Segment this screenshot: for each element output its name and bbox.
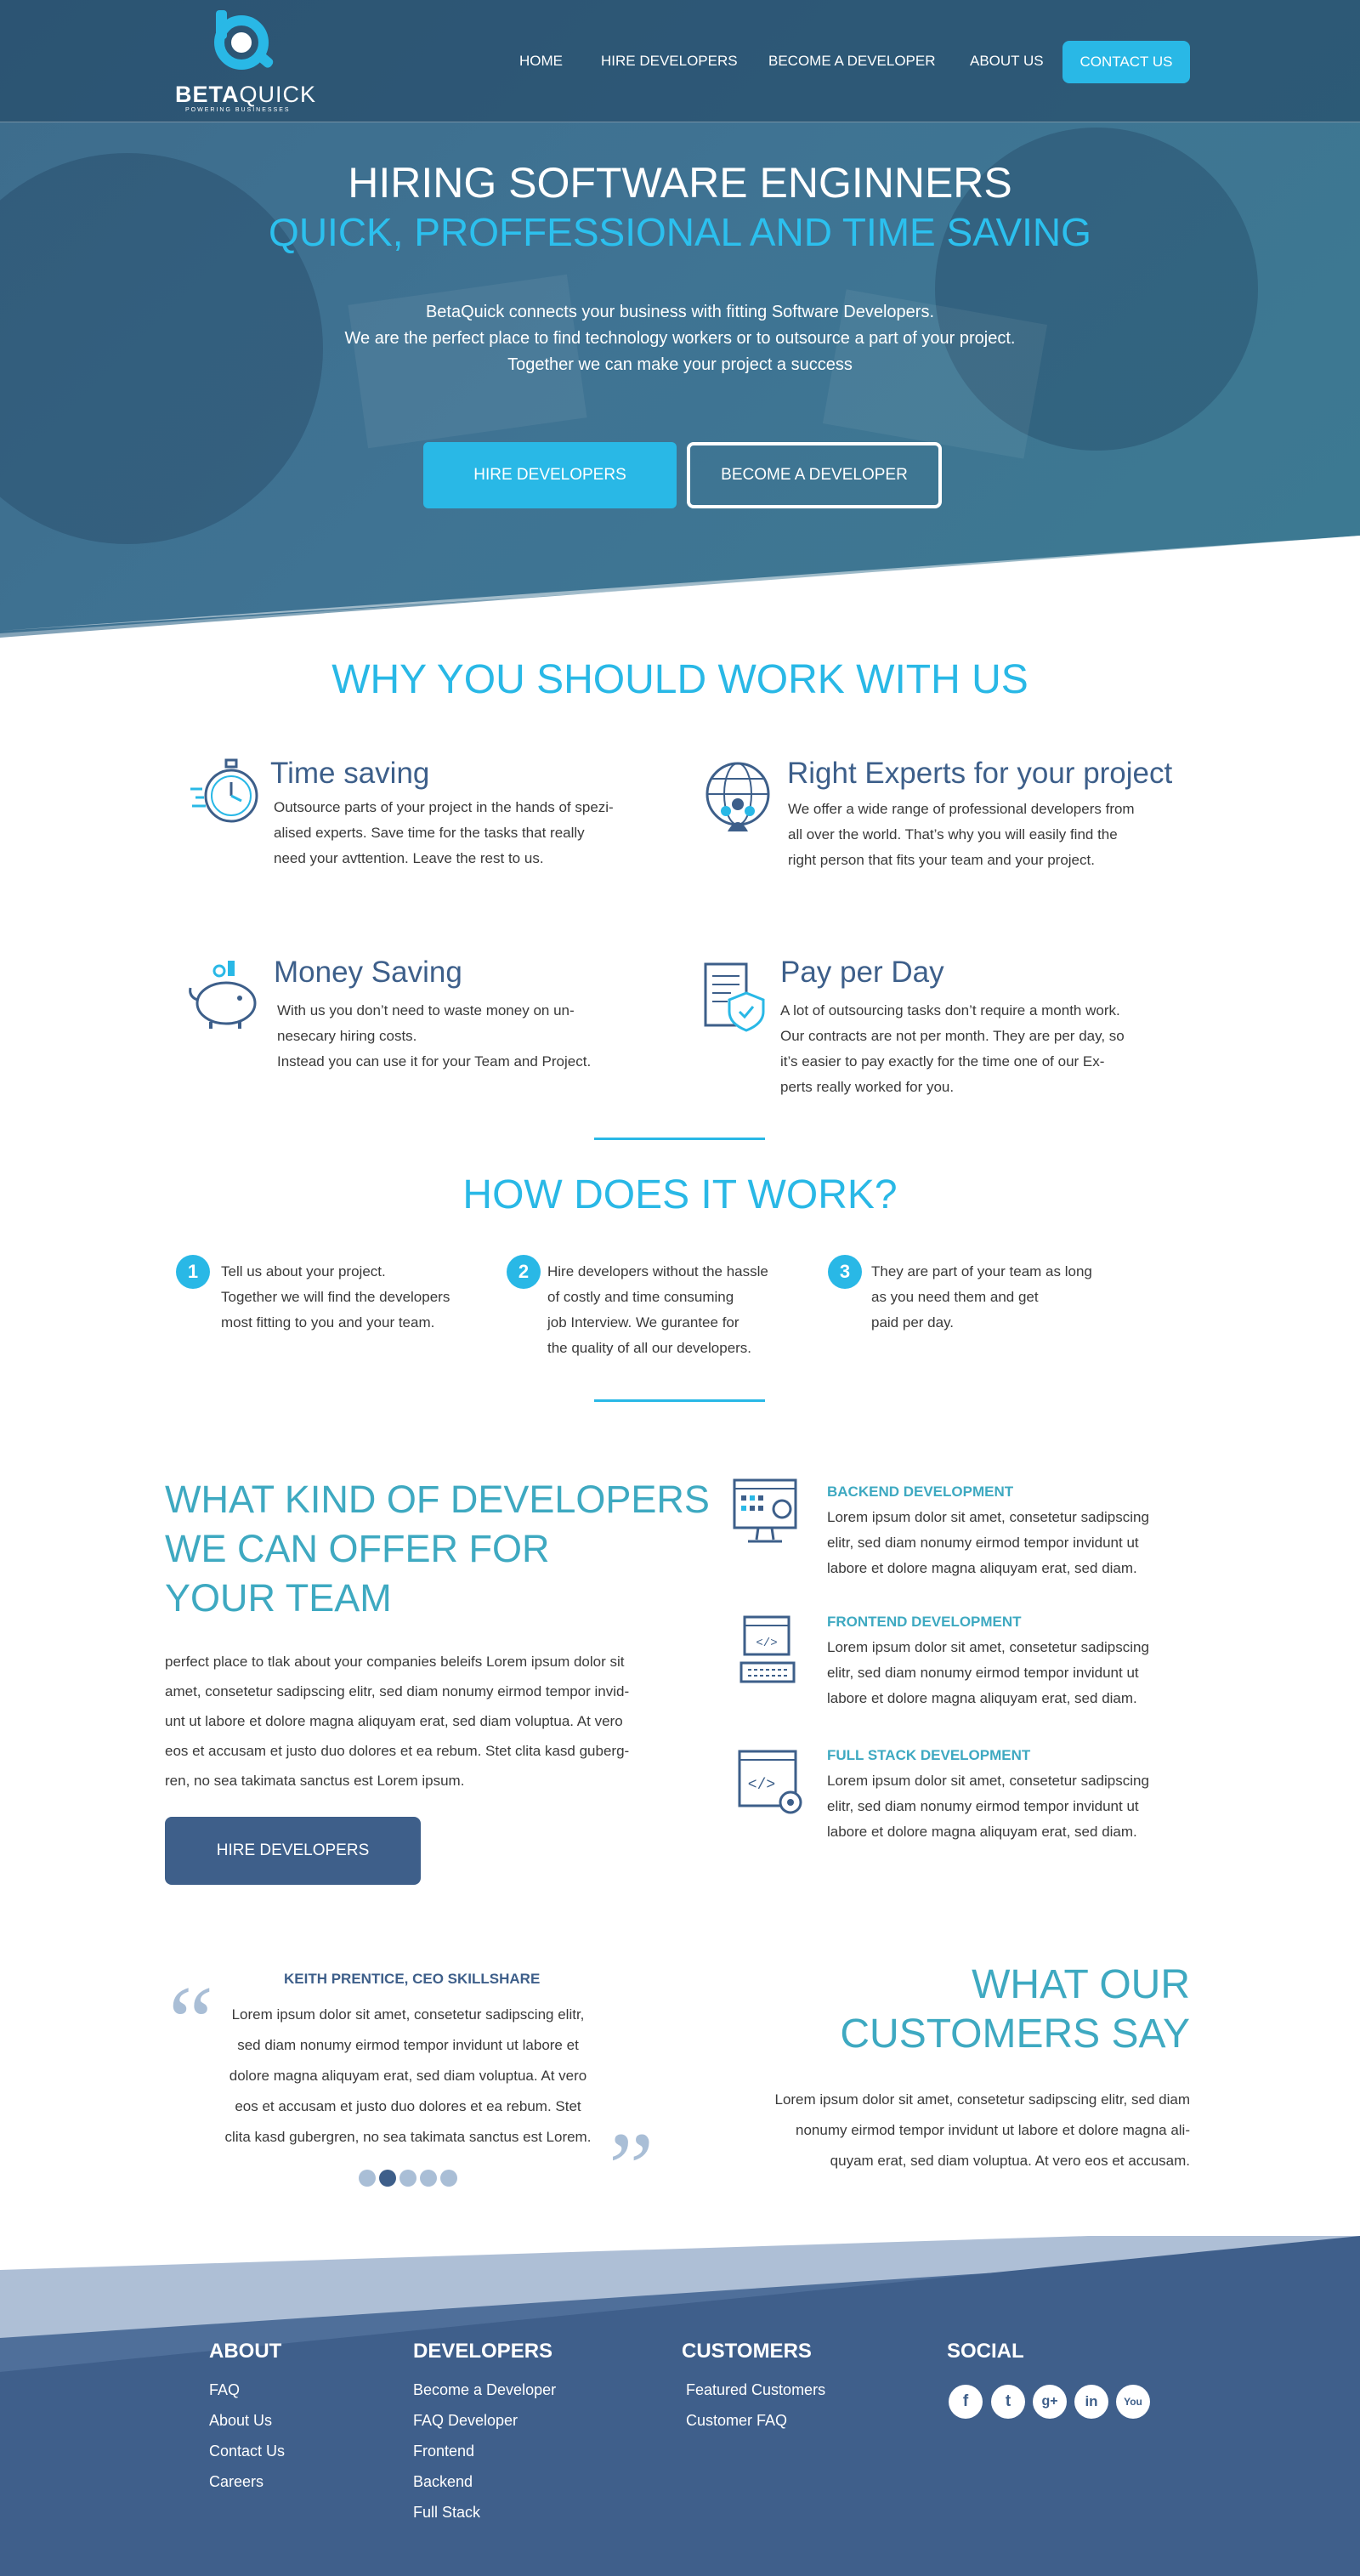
contract-shield-icon bbox=[702, 961, 767, 1032]
step-text-line: paid per day. bbox=[871, 1314, 955, 1331]
youtube-icon[interactable]: You bbox=[1116, 2385, 1150, 2419]
feature-text-line: A lot of outsourcing tasks don’t require a month work. bbox=[780, 1002, 1120, 1018]
nav-hire-developers-link[interactable]: HIRE DEVELOPERS bbox=[601, 53, 738, 69]
developers-title-line: WHAT KIND OF DEVELOPERS bbox=[165, 1478, 710, 1521]
svg-text:</>: </> bbox=[747, 1777, 776, 1794]
brand-name-light: QUICK bbox=[239, 82, 317, 107]
section-divider bbox=[594, 1138, 765, 1140]
feature-title: Time saving bbox=[270, 757, 430, 790]
footer-social-title: SOCIAL bbox=[947, 2340, 1024, 2363]
hire-developers-button[interactable]: HIRE DEVELOPERS bbox=[165, 1817, 421, 1885]
service-title: FRONTEND DEVELOPMENT bbox=[827, 1614, 1022, 1630]
testimonial-text-line: sed diam nonumy eirmod tempor invidunt ut labore et bbox=[237, 2037, 579, 2053]
feature-title: Pay per Day bbox=[780, 956, 944, 989]
linkedin-icon[interactable]: in bbox=[1074, 2385, 1108, 2419]
hero-text-line: We are the perfect place to find technology workers or to outsource a part of your project. bbox=[344, 329, 1016, 348]
step-number-badge: 3 bbox=[828, 1255, 862, 1289]
service-text-line: elitr, sed diam nonumy eirmod tempor invidunt ut bbox=[827, 1535, 1139, 1551]
step-text-line: Together we will find the developers bbox=[221, 1289, 450, 1305]
hero-text-line: BetaQuick connects your business with fitting Software Developers. bbox=[425, 303, 935, 321]
contact-us-button[interactable]: CONTACT US bbox=[1062, 41, 1190, 83]
footer-link-about-us[interactable]: About Us bbox=[209, 2412, 273, 2429]
close-quote-icon: ” bbox=[609, 2111, 654, 2224]
developers-title-line: YOUR TEAM bbox=[165, 1576, 392, 1620]
step-text-line: as you need them and get bbox=[871, 1289, 1039, 1305]
hero-subtitle: QUICK, PROFFESSIONAL AND TIME SAVING bbox=[269, 210, 1091, 254]
feature-text-line: Outsource parts of your project in the hands of spezi- bbox=[274, 799, 614, 815]
stopwatch-icon bbox=[189, 755, 262, 826]
hero-title: HIRING SOFTWARE ENGINNERS bbox=[348, 159, 1012, 207]
footer-link-faq[interactable]: FAQ bbox=[209, 2381, 241, 2398]
open-quote-icon: “ bbox=[168, 1965, 214, 2078]
feature-text-line: With us you don’t need to waste money on un- bbox=[277, 1002, 575, 1018]
brand-name-bold: BETA bbox=[175, 82, 240, 107]
globe-people-icon bbox=[702, 760, 774, 833]
footer-background bbox=[0, 2236, 1360, 2576]
service-title: FULL STACK DEVELOPMENT bbox=[827, 1747, 1031, 1763]
customers-text-line: quyam erat, sed diam voluptua. At vero eos et accusam. bbox=[830, 2153, 1190, 2169]
why-section-title: WHY YOU SHOULD WORK WITH US bbox=[332, 657, 1028, 702]
footer-link-faq-developer[interactable]: FAQ Developer bbox=[413, 2412, 518, 2429]
step-text-line: They are part of your team as long bbox=[871, 1263, 1092, 1279]
customers-text-line: nonumy eirmod tempor invidunt ut labore et dolore magna ali- bbox=[796, 2122, 1190, 2138]
code-gear-icon bbox=[736, 1748, 808, 1819]
twitter-icon[interactable]: t bbox=[991, 2385, 1025, 2419]
footer-developers-title: DEVELOPERS bbox=[413, 2340, 553, 2363]
google-plus-icon[interactable]: g+ bbox=[1033, 2385, 1067, 2419]
footer-link-frontend[interactable]: Frontend bbox=[413, 2443, 475, 2460]
footer-customers-title: CUSTOMERS bbox=[682, 2340, 812, 2363]
facebook-icon[interactable]: f bbox=[949, 2385, 983, 2419]
feature-text-line: perts really worked for you. bbox=[780, 1079, 955, 1095]
svg-text:</>: </> bbox=[756, 1637, 778, 1650]
brand-name[interactable] bbox=[175, 82, 316, 108]
feature-text-line: nesecary hiring costs. bbox=[277, 1028, 417, 1044]
feature-text-line: alised experts. Save time for the tasks that really bbox=[274, 825, 585, 841]
step-text-line: the quality of all our developers. bbox=[547, 1340, 752, 1356]
piggy-bank-icon bbox=[187, 959, 264, 1030]
footer-link-backend[interactable]: Backend bbox=[413, 2473, 473, 2490]
service-text-line: Lorem ipsum dolor sit amet, consetetur sadipscing bbox=[827, 1639, 1149, 1655]
nav-about-us-link[interactable]: ABOUT US bbox=[970, 53, 1044, 69]
service-text-line: labore et dolore magna aliquyam erat, sed diam. bbox=[827, 1560, 1137, 1576]
developers-text-line: perfect place to tlak about your companies beleifs Lorem ipsum dolor sit bbox=[165, 1654, 625, 1670]
feature-text-line: it’s easier to pay exactly for the time one of our Ex- bbox=[780, 1053, 1105, 1070]
feature-text-line: We offer a wide range of professional developers from bbox=[788, 801, 1135, 817]
hire-developers-button[interactable]: HIRE DEVELOPERS bbox=[423, 442, 677, 508]
frontend-keyboard-icon bbox=[740, 1614, 801, 1685]
step-number-badge: 1 bbox=[176, 1255, 210, 1289]
feature-title: Right Experts for your project bbox=[787, 757, 1173, 790]
carousel-dot[interactable] bbox=[420, 2170, 437, 2187]
service-text-line: elitr, sed diam nonumy eirmod tempor invidunt ut bbox=[827, 1798, 1139, 1814]
service-text-line: labore et dolore magna aliquyam erat, sed diam. bbox=[827, 1824, 1137, 1840]
testimonial-text-line: eos et accusam et justo duo dolores et ea rebum. Stet bbox=[235, 2098, 581, 2114]
feature-text-line: right person that fits your team and your project. bbox=[788, 852, 1095, 868]
footer-link-become-developer[interactable]: Become a Developer bbox=[413, 2381, 557, 2398]
step-number-badge: 2 bbox=[507, 1255, 541, 1289]
nav-become-developer-link[interactable]: BECOME A DEVELOPER bbox=[768, 53, 936, 69]
carousel-dot[interactable] bbox=[359, 2170, 376, 2187]
footer-link-full-stack[interactable]: Full Stack bbox=[413, 2504, 481, 2521]
step-text-line: Hire developers without the hassle bbox=[547, 1263, 768, 1279]
brand-logo-icon[interactable] bbox=[211, 10, 282, 71]
service-text-line: elitr, sed diam nonumy eirmod tempor invidunt ut bbox=[827, 1665, 1139, 1681]
carousel-dot[interactable] bbox=[400, 2170, 416, 2187]
step-text-line: job Interview. We gurantee for bbox=[547, 1314, 740, 1331]
feature-text-line: Instead you can use it for your Team and Project. bbox=[277, 1053, 592, 1070]
developers-text-line: unt ut labore et dolore magna aliquyam erat, sed diam voluptua. At vero bbox=[165, 1713, 623, 1729]
footer-link-contact-us[interactable]: Contact Us bbox=[209, 2443, 286, 2460]
customers-text-line: Lorem ipsum dolor sit amet, consetetur sadipscing elitr, sed diam bbox=[774, 2091, 1190, 2108]
testimonial-author: KEITH PRENTICE, CEO SKILLSHARE bbox=[284, 1971, 541, 1987]
developers-text-line: ren, no sea takimata sanctus est Lorem ipsum. bbox=[165, 1773, 465, 1789]
service-title: BACKEND DEVELOPMENT bbox=[827, 1484, 1014, 1500]
developers-text-line: amet, consetetur sadipscing elitr, sed diam nonumy eirmod tempor invid- bbox=[165, 1683, 630, 1699]
feature-text-line: all over the world. That’s why you will easily find the bbox=[788, 826, 1118, 843]
service-text-line: Lorem ipsum dolor sit amet, consetetur sadipscing bbox=[827, 1773, 1149, 1789]
carousel-dot[interactable] bbox=[440, 2170, 457, 2187]
testimonial-text-line: dolore magna aliquyam erat, sed diam voluptua. At vero bbox=[229, 2068, 587, 2084]
testimonial-text-line: Lorem ipsum dolor sit amet, consetetur sadipscing elitr, bbox=[231, 2006, 585, 2023]
service-text-line: labore et dolore magna aliquyam erat, sed diam. bbox=[827, 1690, 1137, 1706]
feature-text-line: Our contracts are not per month. They are per day, so bbox=[780, 1028, 1125, 1044]
footer-link-careers[interactable]: Careers bbox=[209, 2473, 264, 2490]
carousel-dot-active[interactable] bbox=[379, 2170, 396, 2187]
step-text-line: most fitting to you and your team. bbox=[221, 1314, 435, 1331]
become-developer-button[interactable]: BECOME A DEVELOPER bbox=[687, 442, 942, 508]
how-section-title: HOW DOES IT WORK? bbox=[462, 1172, 898, 1217]
step-text-line: Tell us about your project. bbox=[221, 1263, 386, 1279]
feature-title: Money Saving bbox=[274, 956, 462, 989]
brand-tagline: POWERING BUSINESSES bbox=[185, 107, 291, 113]
hero-text-line: Together we can make your project a success bbox=[507, 355, 853, 374]
developers-title-line: WE CAN OFFER FOR bbox=[165, 1527, 550, 1570]
developers-text-line: eos et accusam et justo duo dolores et ea rebum. Stet clita kasd guberg- bbox=[165, 1743, 630, 1759]
testimonial-text-line: clita kasd gubergren, no sea takimata sanctus est Lorem. bbox=[224, 2129, 592, 2145]
customers-title-line: WHAT OUR bbox=[972, 1962, 1190, 2007]
customers-title-line: CUSTOMERS SAY bbox=[840, 2011, 1190, 2057]
nav-home-link[interactable]: HOME bbox=[519, 53, 563, 69]
footer-link-featured-customers[interactable]: Featured Customers bbox=[686, 2381, 826, 2398]
footer-about-title: ABOUT bbox=[209, 2340, 282, 2363]
service-text-line: Lorem ipsum dolor sit amet, consetetur sadipscing bbox=[827, 1509, 1149, 1525]
step-text-line: of costly and time consuming bbox=[547, 1289, 734, 1305]
section-divider bbox=[594, 1399, 765, 1402]
feature-text-line: need your avttention. Leave the rest to us. bbox=[274, 850, 544, 866]
backend-monitor-icon bbox=[733, 1477, 797, 1550]
footer-link-customer-faq[interactable]: Customer FAQ bbox=[686, 2412, 788, 2429]
